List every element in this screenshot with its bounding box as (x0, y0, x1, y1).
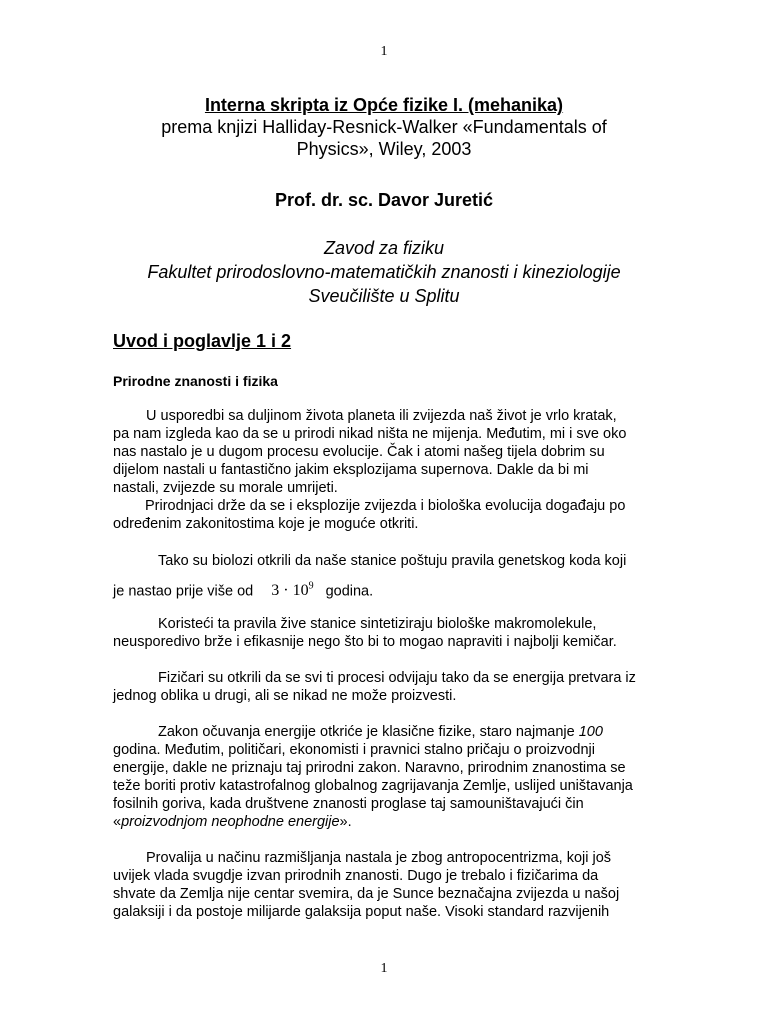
institution-block (60, 236, 708, 308)
text-segment: Zakon očuvanja energije otkriće je klasične fizike, staro najmanje (158, 724, 575, 740)
author-name: Prof. dr. sc. Davor Juretić (274, 190, 494, 210)
text-line: uvijek vlada svugdje izvan prirodnih znanosti. Dugo je trebalo i fizičarima da (113, 868, 599, 884)
text-line: nastali, zvijezde su morale umrijeti. (113, 480, 338, 496)
institution-faculty: Fakultet prirodoslovno-matematičkih znanosti i kineziologije (147, 262, 621, 282)
text-line: energije, dakle ne priznaju taj prirodni zakon. Naravno, prirodnim znanostima se (113, 760, 626, 776)
text-line (113, 723, 673, 741)
text-line: Tako su biolozi otkrili da naše stanice poštuju pravila genetskog koda koji (158, 553, 627, 569)
institution-department: Zavod za fiziku (323, 238, 445, 258)
text-line: U usporedbi sa duljinom života planeta ili zvijezda naš život je vrlo kratak, (146, 408, 617, 424)
text-segment: ». (339, 814, 352, 830)
text-segment: je nastao prije više od (113, 583, 254, 600)
text-segment: « (113, 814, 122, 830)
text-line: teže boriti protiv katastrofalnog globalnog zagrijavanja Zemlje, uslijed uništavanja (113, 778, 633, 794)
text-line: jednog oblika u drugi, ali se nikad ne može proizvesti. (113, 688, 457, 704)
formula-exponent: 9 (308, 581, 314, 592)
text-line (113, 813, 673, 831)
text-line: određenim zakonitostima koje je moguće otkriti. (113, 516, 419, 532)
text-line: galaksiji i da postoje milijarde galaksija poput naše. Visoki standard razvijenih (113, 904, 610, 920)
text-line: Fizičari su otkrili da se svi ti procesi odvijaju tako da se energija pretvara iz (158, 670, 636, 686)
text-line: pa nam izgleda kao da se u prirodi nikad ništa ne mijenja. Međutim, mi i sve oko (113, 426, 627, 442)
document-title-block (60, 94, 708, 160)
text-line: dijelom nastali u fantastično jakim eksplozijama supernova. Dakle da bi mi (113, 462, 589, 478)
paragraph-7 (113, 849, 673, 921)
text-line (113, 578, 673, 600)
paragraph-6 (113, 723, 673, 831)
section-heading: Prirodne znanosti i fizika (113, 373, 278, 389)
formula-base: 3 · 10 (271, 582, 309, 600)
text-line: Prirodnjaci drže da se i eksplozije zvijezda i biološka evolucija događaju po (145, 498, 626, 514)
paragraph-3 (113, 552, 673, 600)
institution-university: Sveučilište u Splitu (308, 286, 460, 306)
text-line: nas nastalo je u dugom procesu evolucije. Čak i atomi našeg tijela dobrim su (113, 444, 605, 460)
page-number-top: 1 (380, 44, 388, 59)
text-line: godina. Međutim, političari, ekonomisti i pravnici stalno pričaju o proizvodnji (113, 742, 595, 758)
text-segment-italic: 100 (578, 724, 603, 740)
text-line: shvate da Zemlja nije centar svemira, da je Sunce beznačajna zvijezda u našoj (113, 886, 620, 902)
paragraph-4 (113, 615, 673, 651)
text-line: Provalija u načinu razmišljanja nastala je zbog antropocentrizma, koji još (146, 850, 612, 866)
document-subtitle-line1: prema knjizi Halliday-Resnick-Walker «Fundamentals of (161, 117, 607, 137)
paragraph-5 (113, 669, 673, 705)
chapter-heading: Uvod i poglavlje 1 i 2 (113, 331, 292, 351)
text-line: neusporedivo brže i efikasnije nego što bi to mogao napraviti i najbolji kemičar. (113, 634, 617, 650)
formula (271, 582, 313, 599)
document-title: Interna skripta iz Opće fizike I. (mehanika) (204, 95, 564, 115)
text-line: fosilnih goriva, kada društvene znanosti proglase taj samouništavajući čin (113, 796, 584, 812)
paragraph-2 (113, 497, 673, 533)
text-segment-italic: proizvodnjom neophodne energije (121, 814, 340, 830)
document-subtitle-line2: Physics», Wiley, 2003 (296, 139, 472, 159)
text-line: Koristeći ta pravila žive stanice sintetiziraju biološke makromolekule, (158, 616, 597, 632)
page-number-bottom: 1 (380, 961, 388, 976)
paragraph-1 (113, 407, 673, 497)
text-segment: godina. (325, 583, 374, 600)
